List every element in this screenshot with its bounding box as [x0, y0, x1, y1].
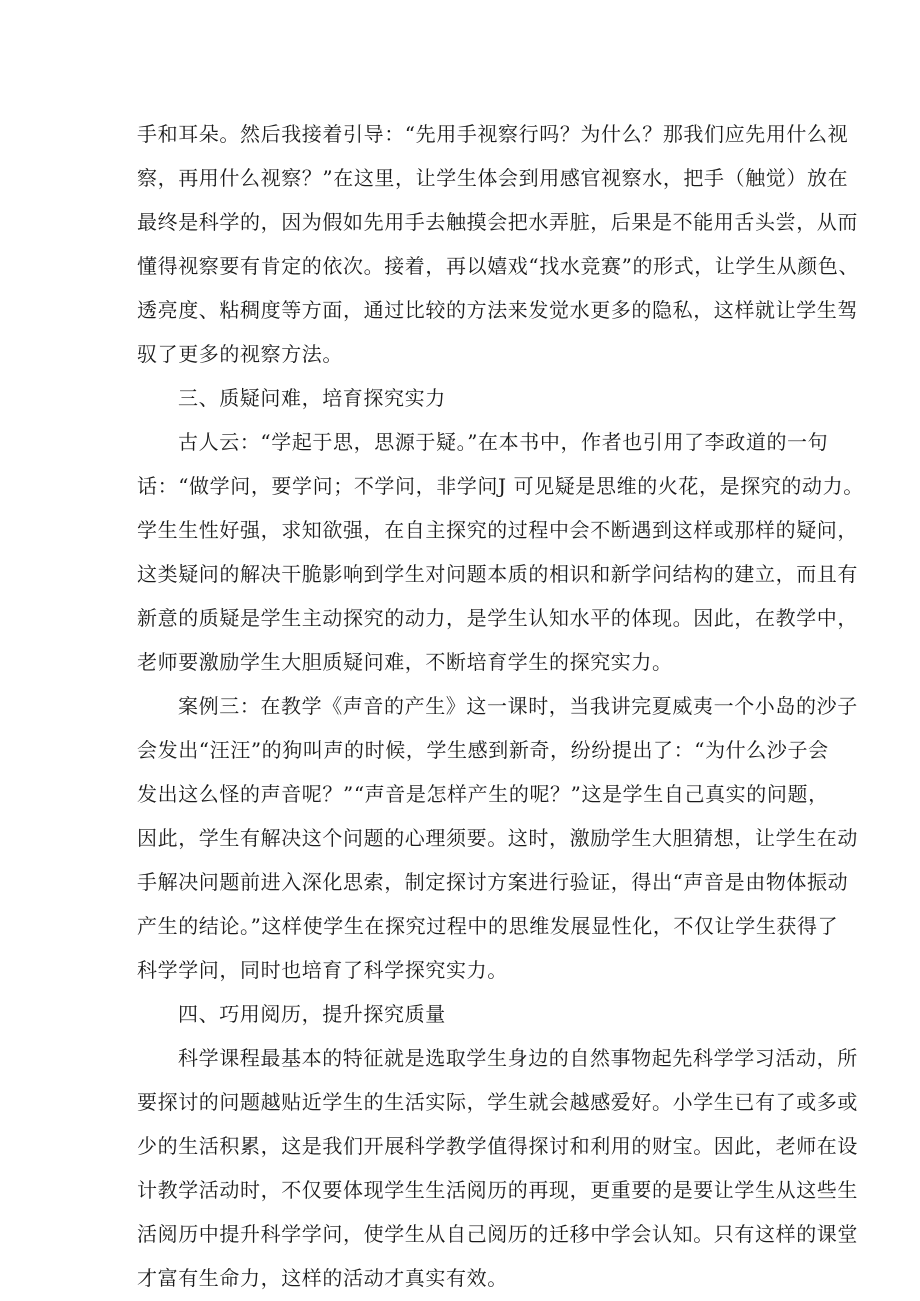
text-line: 活阅历中提升科学学问，使学生从自己阅历的迁移中学会认知。只有这样的课堂: [137, 1222, 858, 1246]
text-line: 科学课程最基本的特征就是选取学生身边的自然事物起先科学学习活动，所: [178, 1046, 858, 1070]
text-line: 新意的质疑是学生主动探究的动力，是学生认知水平的体现。因此，在教学中，: [137, 606, 858, 630]
text-line: 手解决问题前进入深化思索，制定探讨方案进行验证，得出“声音是由物体振动: [137, 870, 849, 894]
text-line: 才富有生命力，这样的活动才真实有效。: [137, 1266, 508, 1290]
text-line: 话：“做学问，要学问；不学问，非学问J 可见疑是思维的火花，是探究的动力。: [137, 474, 864, 498]
section-heading: 四、巧用阅历，提升探究质量: [178, 1002, 446, 1026]
text-line: 懂得视察要有肯定的依次。接着，再以嬉戏“找水竞赛”的形式，让学生从颜色、: [137, 254, 860, 278]
text-line: 发出这么怪的声音呢？”“声音是怎样产生的呢？”这是学生自己真实的问题，: [137, 782, 829, 806]
text-line: 要探讨的问题越贴近学生的生活实际，学生就会越感爱好。小学生已有了或多或: [137, 1090, 858, 1114]
text-line: 驭了更多的视察方法。: [137, 342, 343, 366]
text-line: 科学学问，同时也培育了科学探究实力。: [137, 958, 508, 982]
text-line: 手和耳朵。然后我接着引导：“先用手视察行吗？为什么？那我们应先用什么视: [137, 122, 849, 146]
text-line: 察，再用什么视察？”在这里，让学生体会到用感官视察水，把手（触觉）放在: [137, 166, 849, 190]
text-line: 少的生活积累，这是我们开展科学教学值得探讨和利用的财宝。因此，老师在设: [137, 1134, 858, 1158]
text-line: 产生的结论。”这样使学生在探究过程中的思维发展显性化，不仅让学生获得了: [137, 914, 839, 938]
text-line: 最终是科学的，因为假如先用手去触摸会把水弄脏，后果是不能用舌头尝，从而: [137, 210, 858, 234]
text-line: 这类疑问的解决干脆影响到学生对问题本质的相识和新学问结构的建立，而且有: [137, 562, 858, 586]
text-line: 透亮度、粘稠度等方面，通过比较的方法来发觉水更多的隐私，这样就让学生驾: [137, 298, 858, 322]
text-line: 老师要激励学生大胆质疑问难，不断培育学生的探究实力。: [137, 650, 673, 674]
text-line: 学生生性好强，求知欲强，在自主探究的过程中会不断遇到这样或那样的疑问，: [137, 518, 858, 542]
text-line: 会发出“汪汪”的狗叫声的时候，学生感到新奇，纷纷提出了：“为什么沙子会: [137, 738, 829, 762]
text-line: 古人云：“学起于思，思源于疑。”在本书中，作者也引用了李政道的一句: [178, 430, 829, 454]
text-line: 计教学活动时，不仅要体现学生生活阅历的再现，更重要的是要让学生从这些生: [137, 1178, 858, 1202]
section-heading: 三、质疑问难，培育探究实力: [178, 386, 446, 410]
text-line: 案例三：在教学《声音的产生》这一课时，当我讲完夏威夷一个小岛的沙子: [178, 694, 858, 718]
text-line: 因此，学生有解决这个问题的心理须要。这时，激励学生大胆猜想，让学生在动: [137, 826, 858, 850]
